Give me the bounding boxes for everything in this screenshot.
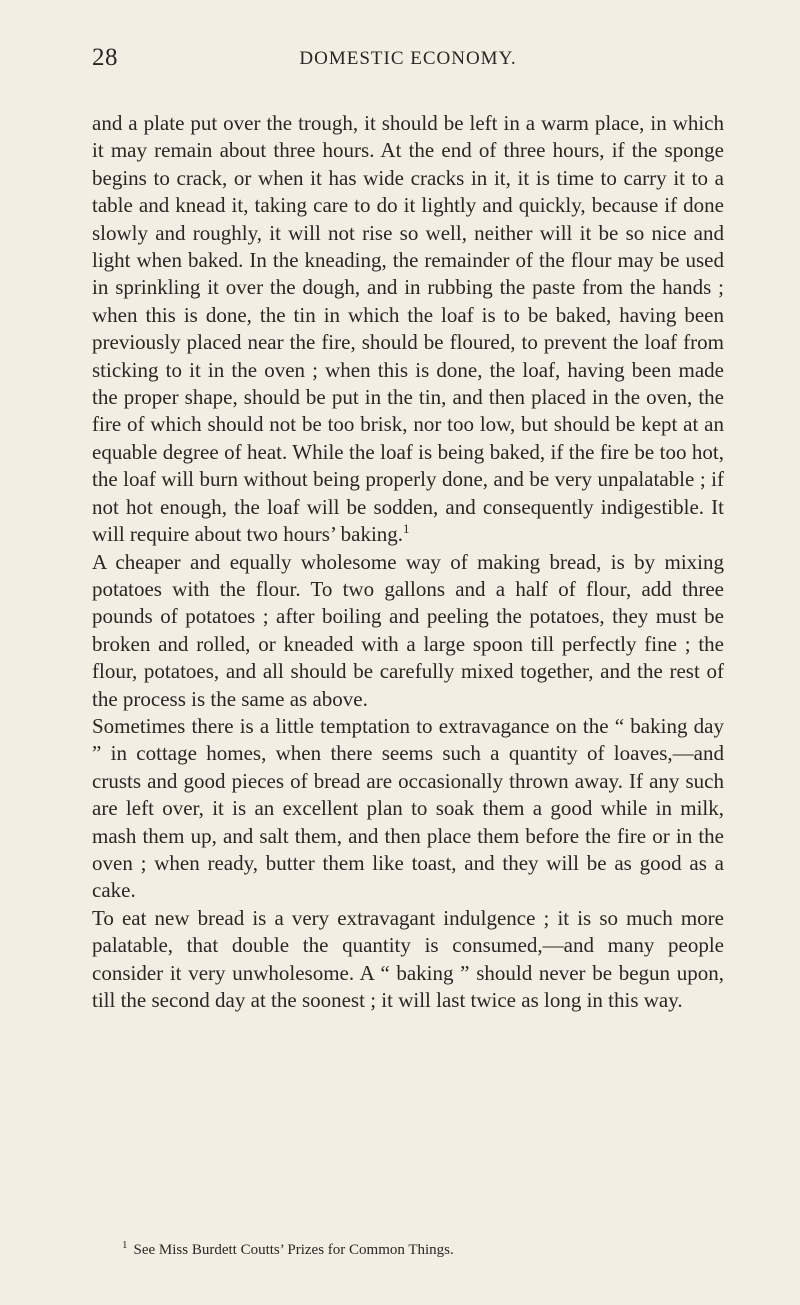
paragraph-text: To eat new bread is a very extravagant indulgence ; it is so much more palatable, that double the quantity is consumed,—and many people consider it very unwholesome. A “ baking ” should never be begun upon, till the second day at the soonest ; it will last twice as long in this way. bbox=[92, 905, 724, 1012]
paragraph-bread-baking bbox=[92, 110, 724, 549]
body-text bbox=[92, 110, 724, 1014]
paragraph-text: Sometimes there is a little temptation to extravagance on the “ baking day ” in cottage homes, when there seems such a quantity of loaves,—and crusts and good pieces of bread are occasionally thrown away. If any such are left over, it is an excellent plan to soak them a good while in milk, mash them up, and salt them, and then place them before the fire or in the oven ; when ready, butter them like toast, and they will be as good as a cake. bbox=[92, 713, 724, 903]
footnote bbox=[122, 1240, 722, 1260]
footnote-reference: 1 bbox=[403, 521, 410, 537]
paragraph-potato-bread bbox=[92, 549, 724, 713]
paragraph-new-bread bbox=[92, 905, 724, 1015]
paragraph-text: and a plate put over the trough, it should be left in a warm place, in which it may remain about three hours. At the end of three hours, if the sponge begins to crack, or when it has wide cracks in it, it is time to carry it to a table and knead it, taking care to do it lightly and quickly, because if done slowly and roughly, it will not rise so well, neither will it be so nice and light when baked. In the kneading, the remainder of the flour may be used in sprinkling it over the dough, and in rubbing the paste from the hands ; when this is done, the tin in which the loaf is to be baked, having been previously placed near the fire, should be floured, to prevent the loaf from sticking to it in the oven ; when this is done, the loaf, having been made the proper shape, should be put in the tin, and then placed in the oven, the fire of which should not be too brisk, nor too low, but should be kept at an equable degree of heat. While the loaf is being baked, if the fire be too hot, the loaf will burn without being properly done, and be very unpalatable ; if not hot enough, the loaf will be sodden, and consequently indigestible. It will require about two hours’ baking. bbox=[92, 111, 724, 547]
page-number: 28 bbox=[92, 44, 118, 71]
page-header bbox=[92, 44, 724, 78]
footnote-marker: 1 bbox=[122, 1239, 128, 1251]
footnote-text: See Miss Burdett Coutts’ Prizes for Common Things. bbox=[133, 1242, 454, 1258]
running-head: DOMESTIC ECONOMY. bbox=[299, 48, 517, 69]
paragraph-leftover-bread bbox=[92, 713, 724, 905]
paragraph-text: A cheaper and equally wholesome way of making bread, is by mixing potatoes with the flour. To two gallons and a half of flour, add three pounds of potatoes ; after boiling and peeling the potatoes, they must be broken and rolled, or kneaded with a large spoon till perfectly fine ; the flour, potatoes, and all should be carefully mixed together, and the rest of the process is the same as above. bbox=[92, 549, 724, 711]
